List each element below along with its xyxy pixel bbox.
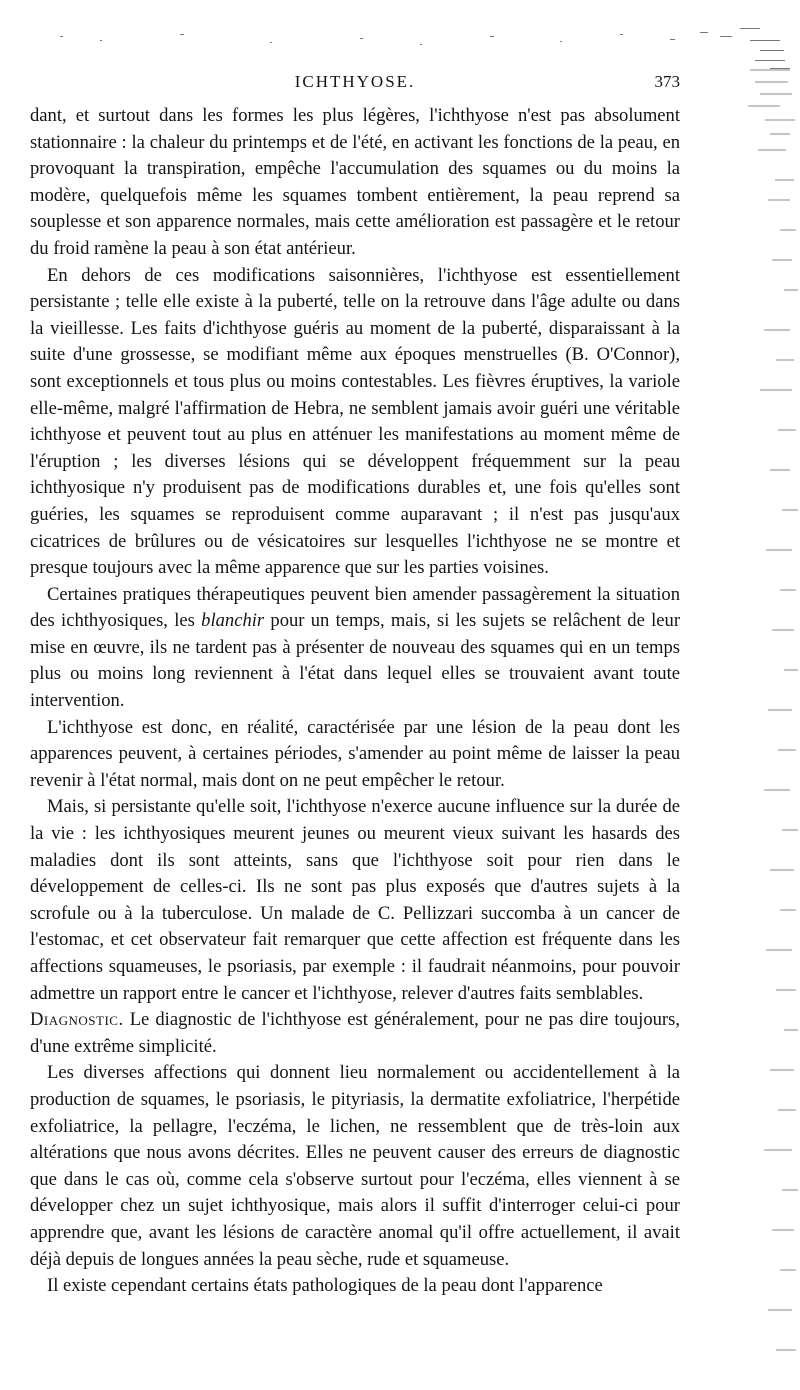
scan-noise-margin	[720, 30, 800, 1370]
body-text	[30, 103, 680, 1300]
paragraph-diagnostic-text: Le diagnostic de l'ichthyose est généralement, pour ne pas dire toujours, d'une extrême simplicité.	[30, 1009, 680, 1057]
paragraph-4: L'ichthyose est donc, en réalité, caractérisée par une lésion de la peau dont les apparences peuvent, à certaines périodes, s'amender au point même de laisser la peau revenir à l'état normal, mais dont on ne peut empêcher le retour.	[30, 716, 680, 791]
paragraph-7: Les diverses affections qui donnent lieu normalement ou accidentellement à la production de squames, le psoriasis, le pityriasis, la dermatite exfoliatrice, l'herpétide exfoliatrice, la pellagre, l'eczéma, le lichen, ne ressemblent que de très-loin aux altérations que nous avons décrites. Elles ne peuvent causer des erreurs de diagnostic que dans le cas où, comme cela s'observe surtout pour l'eczéma, elles viennent à se développer chez un sujet ichthyosique, mais alors il suffit d'interroger celui-ci pour apprendre que, avant les lésions de caractère anomal qu'il offre actuellement, il avait déjà depuis de longues années la peau sèche, rude et squameuse.	[30, 1062, 680, 1270]
paragraph-diagnostic	[30, 1007, 680, 1060]
paragraph-3-part-2: pour un temps, mais, si les sujets se relâchent de leur mise en œuvre, ils ne tardent pas à présenter de nouveau des squames qui en un temps plus ou moins long reviennent à l'état dans lequel elles se trouvaient avant toute intervention.	[30, 610, 681, 712]
section-heading-diagnostic: Diagnostic.	[30, 1009, 124, 1031]
page-number: 373	[654, 72, 680, 91]
running-head: ICHTHYOSE.	[294, 72, 416, 91]
paragraph-8: Il existe cependant certains états pathologiques de la peau dont l'apparence	[47, 1275, 603, 1297]
paragraph-2: En dehors de ces modifications saisonnières, l'ichthyose est essentiellement persistante ; telle elle existe à la puberté, telle on la retrouve dans l'âge adulte ou dans la vieillesse. Les faits d'ichthyose guéris au moment de la puberté, disparaissant à la suite d'une grossesse, se modifiant même aux époques menstruelles (B. O'Connor), sont exceptionnels et tous plus ou moins contestables. Les fièvres éruptives, la variole elle-même, malgré l'affirmation de Hebra, ne semblent jamais avoir guéri une véritable ichthyose et peuvent tout au plus en atténuer les manifestations au moment même de l'éruption ; les diverses lésions qui se développent fréquemment sur la peau ichthyosique n'y produisent pas de modifications durables et, une fois qu'elles sont guéries, les squames se reproduisent comme auparavant ; il n'est pas jusqu'aux cicatrices de brûlures ou de vésicatoires sur lesquelles l'ichthyose ne se montre et presque toujours avec la même apparence que sur les parties voisines.	[30, 264, 680, 579]
page-header	[30, 72, 680, 96]
paragraph-3	[30, 582, 680, 715]
paragraph-5: Mais, si persistante qu'elle soit, l'ichthyose n'exerce aucune influence sur la durée de la vie : les ichthyosiques meurent jeunes ou meurent vieux suivant les hasards des maladies dont ils sont atteints, sans que l'ichthyose soit pour rien dans le développement de celles-ci. Ils ne sont pas plus exposés que d'autres sujets à la scrofule ou à la tuberculose. Un malade de C. Pellizzari succomba à un cancer de l'estomac, et cet observateur fait remarquer que cette affection est fréquente dans les affections squameuses, le psoriasis, par exemple : il faudrait néanmoins, pour pouvoir admettre un rapport entre le cancer et l'ichthyose, relever d'autres faits semblables.	[30, 796, 680, 1004]
paragraph-1: dant, et surtout dans les formes les plus légères, l'ichthyose n'est pas absolument stationnaire : la chaleur du printemps et de l'été, en activant les fonctions de la peau, en provoquant la transpiration, empêche l'accumulation des squames ou du moins la modère, quelquefois même les squames tombent entièrement, la peau reprend sa souplesse et son apparence normales, mais cette amélioration est passagère et le retour du froid ramène la peau à son état antérieur.	[30, 105, 680, 259]
italic-term: blanchir	[201, 610, 265, 632]
paragraph-3-part-1: Certaines pratiques thérapeutiques peuvent bien amender passagèrement la situation des ichthyosiques, les	[30, 583, 680, 632]
scan-noise-top	[60, 22, 800, 72]
